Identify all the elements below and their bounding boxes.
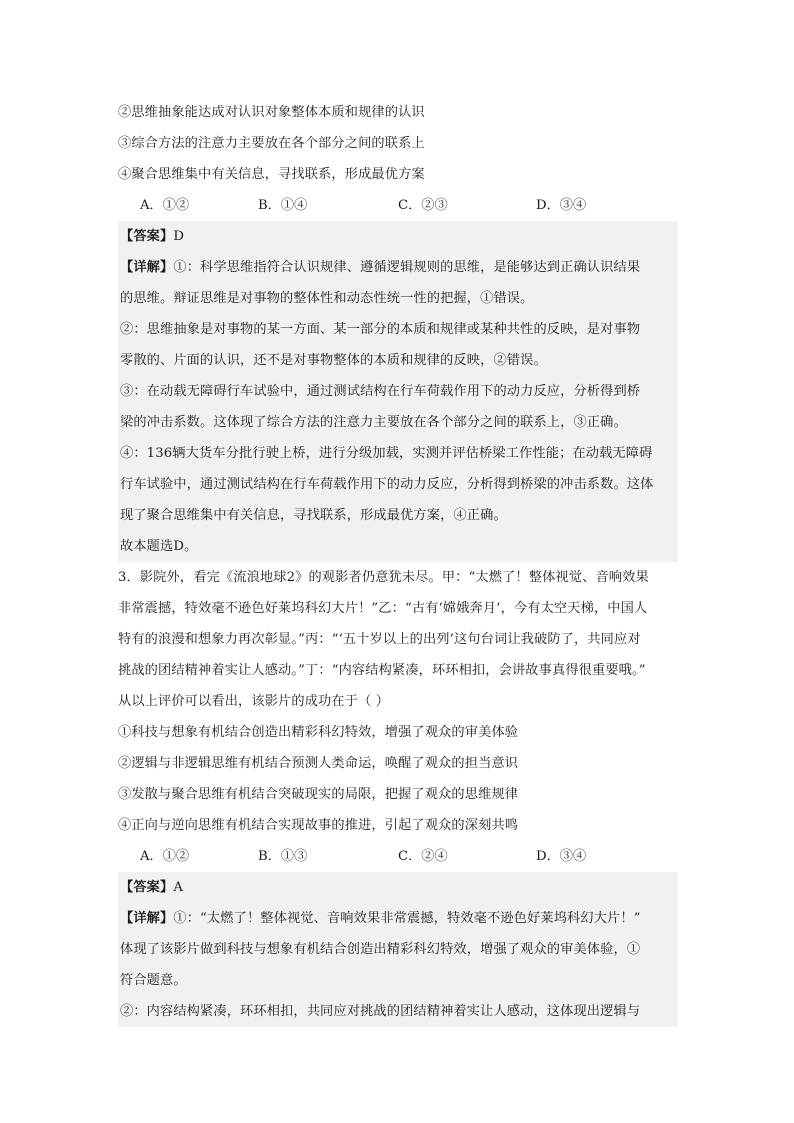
q2-choice-a: A．①② [140, 198, 190, 213]
q3-stem-line-3: 特有的浪漫和想象力再次彰显。”丙：“‘五十岁以上的出列’这句台词让我破防了，共同应对 [118, 632, 641, 647]
q2-detail-line-8: 行车试验中，通过测试结构在行车荷载作用下的动力反应，分析得到桥梁的冲击系数。这体 [120, 477, 654, 492]
q2-answer [120, 221, 678, 252]
q3-choice-a: A．①② [140, 849, 190, 864]
q2-detail-line-5: ③：在动载无障碍行车试验中，通过测试结构在行车荷载作用下的动力反应，分析得到桥 [120, 384, 641, 399]
q2-choice-c: C．②③ [398, 198, 448, 213]
q3-solution-block [118, 872, 678, 1027]
q2-detail-line-7: ④：136辆大货车分批行驶上桥，进行分级加载，实测并评估桥梁工作性能；在动载无障碍 [120, 446, 653, 461]
q2-detail-line-9: 现了聚合思维集中有关信息，寻找联系，形成最优方案，④正确。 [120, 508, 507, 523]
q2-detail-label: 【详解】 [120, 260, 174, 275]
q3-choices [118, 841, 678, 872]
q3-stem-line-1: 3．影院外，看完《流浪地球2》的观影者仍意犹未尽。甲：“太燃了！整体视觉、音响效果 [118, 570, 649, 585]
q2-answer-value: D [173, 229, 185, 244]
q3-detail-line-1: 【详解】①：“太燃了！整体视觉、音响效果非常震撼，特效毫不逊色好莱坞科幻大片！” [120, 911, 641, 926]
q3-choice-c: C．②④ [398, 849, 448, 864]
q3-option-1: ①科技与想象有机结合创造出精彩科幻特效，增强了观众的审美体验 [118, 725, 519, 740]
q3-choice-b: B．①③ [258, 849, 308, 864]
q3-detail-line-3: 符合题意。 [120, 973, 187, 988]
q3-stem-line-2: 非常震撼，特效毫不逊色好莱坞科幻大片！”乙：“古有‘嫦娥奔月’，今有太空天梯，中国人 [118, 601, 648, 616]
q3-detail-line-4: ②：内容结构紧凑，环环相扣，共同应对挑战的团结精神着实让人感动，这体现出逻辑与 [120, 1004, 641, 1019]
q2-choices [118, 190, 678, 221]
q2-detail-line-1: 【详解】①：科学思维指符合认识规律、遵循逻辑规则的思维，是能够达到正确认识结果 [120, 260, 641, 275]
q2-option-3: ③综合方法的注意力主要放在各个部分之间的联系上 [118, 136, 425, 151]
q3-option-3: ③发散与聚合思维有机结合突破现实的局限，把握了观众的思维规律 [118, 787, 519, 802]
q2-detail-line-6: 梁的冲击系数。这体现了综合方法的注意力主要放在各个部分之间的联系上，③正确。 [120, 415, 627, 430]
document-page [118, 97, 678, 1027]
q2-detail-line-4: 零散的、片面的认识，还不是对事物整体的本质和规律的反映，②错误。 [120, 353, 547, 368]
q3-stem-line-4: 挑战的团结精神着实让人感动。”丁：“内容结构紧凑，环环相扣，会讲故事真得很重要哦。” [118, 663, 646, 678]
q3-detail-line-2: 体现了该影片做到科技与想象有机结合创造出精彩科幻特效，增强了观众的审美体验，① [120, 942, 641, 957]
q2-conclusion: 故本题选D。 [120, 539, 198, 554]
q3-answer-value: A [173, 880, 184, 895]
q3-detail-label: 【详解】 [120, 911, 174, 926]
q2-option-2: ②思维抽象能达成对认识对象整体本质和规律的认识 [118, 105, 425, 120]
q2-answer-label: 【答案】 [120, 229, 174, 244]
q3-answer [120, 872, 678, 903]
q3-stem-line-5: 从以上评价可以看出，该影片的成功在于（ ） [118, 694, 390, 709]
q2-option-4: ④聚合思维集中有关信息，寻找联系，形成最优方案 [118, 167, 425, 182]
q2-detail-line-2: 的思维。辩证思维是对事物的整体性和动态性统一性的把握，①错误。 [120, 291, 534, 306]
q2-solution-block [118, 221, 678, 562]
q2-choice-d: D．③④ [536, 198, 587, 213]
q3-option-4: ④正向与逆向思维有机结合实现故事的推进，引起了观众的深刻共鸣 [118, 818, 519, 833]
q3-option-2: ②逻辑与非逻辑思维有机结合预测人类命运，唤醒了观众的担当意识 [118, 756, 519, 771]
q2-choice-b: B．①④ [258, 198, 308, 213]
q3-choice-d: D．③④ [536, 849, 587, 864]
q3-answer-label: 【答案】 [120, 880, 174, 895]
q2-detail-line-3: ②：思维抽象是对事物的某一方面、某一部分的本质和规律或某种共性的反映，是对事物 [120, 322, 641, 337]
